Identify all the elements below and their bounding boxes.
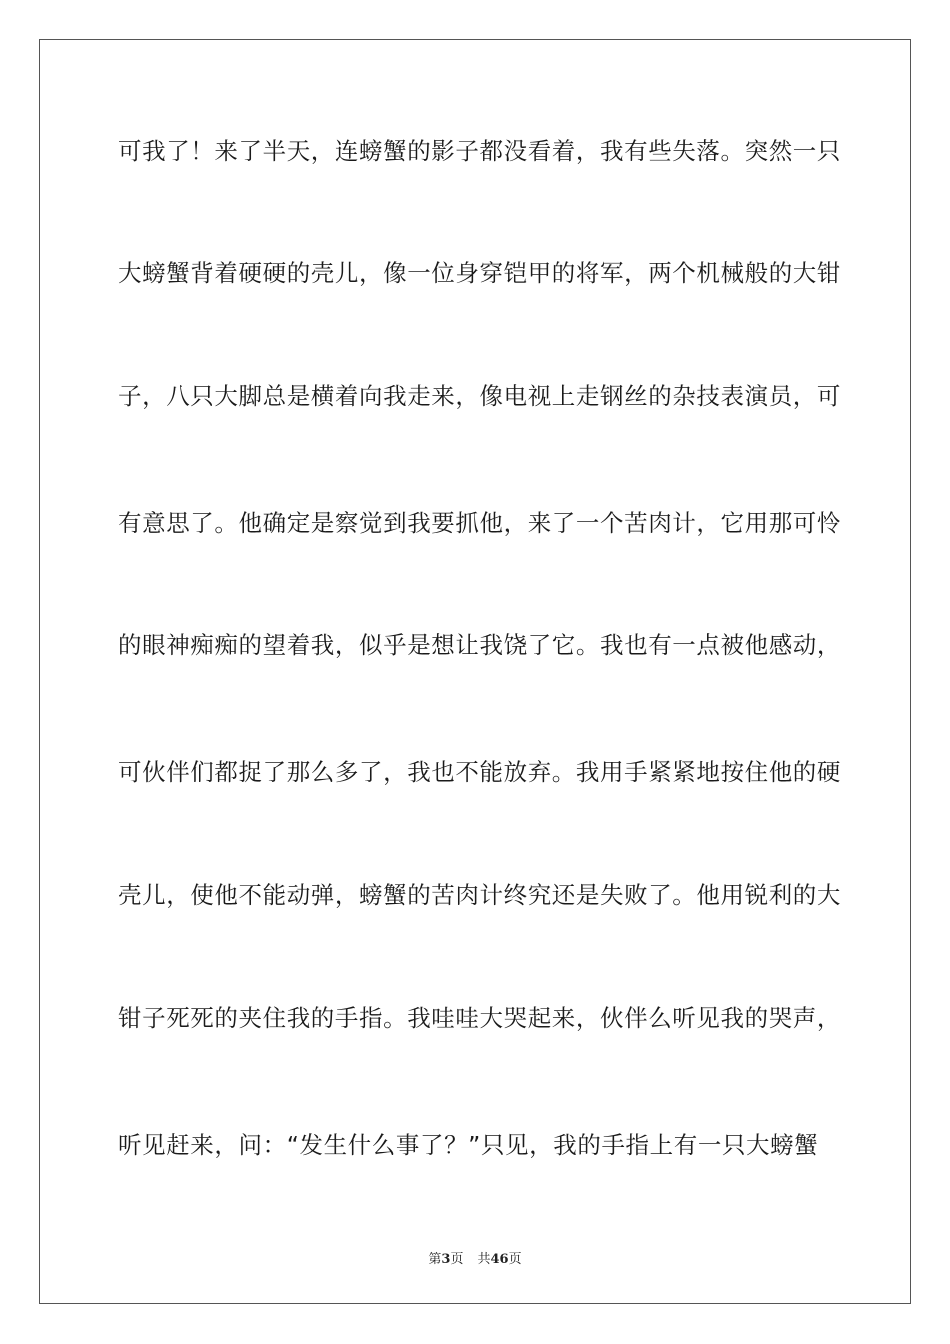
- body-text-line-4: 有意思了。他确定是察觉到我要抓他，来了一个苦肉计，它用那可怜: [118, 509, 841, 537]
- body-text-line-3: 子，八只大脚总是横着向我走来，像电视上走钢丝的杂技表演员，可: [118, 382, 841, 410]
- body-text-line-8: 钳子死死的夹住我的手指。我哇哇大哭起来，伙伴么听见我的哭声，: [118, 1004, 841, 1032]
- body-text-line-1: 可我了！来了半天，连螃蟹的影子都没看着，我有些失落。突然一只: [118, 137, 841, 165]
- page-number-label: 第3页: [428, 1252, 464, 1267]
- body-text-line-6: 可伙伴们都捉了那么多了，我也不能放弃。我用手紧紧地按住他的硬: [118, 758, 841, 786]
- body-text-line-5: 的眼神痴痴的望着我，似乎是想让我饶了它。我也有一点被他感动，: [118, 631, 841, 659]
- body-text-line-7: 壳儿，使他不能动弹，螃蟹的苦肉计终究还是失败了。他用锐利的大: [118, 881, 841, 909]
- total-pages-label: 共46页: [477, 1252, 522, 1267]
- body-text-line-2: 大螃蟹背着硬硬的壳儿，像一位身穿铠甲的将军，两个机械般的大钳: [118, 259, 841, 287]
- page-border: [39, 39, 911, 1304]
- body-text-line-9: 听见赶来，问：“发生什么事了？”只见，我的手指上有一只大螃蟹: [118, 1131, 819, 1159]
- page-footer: [0, 1248, 950, 1267]
